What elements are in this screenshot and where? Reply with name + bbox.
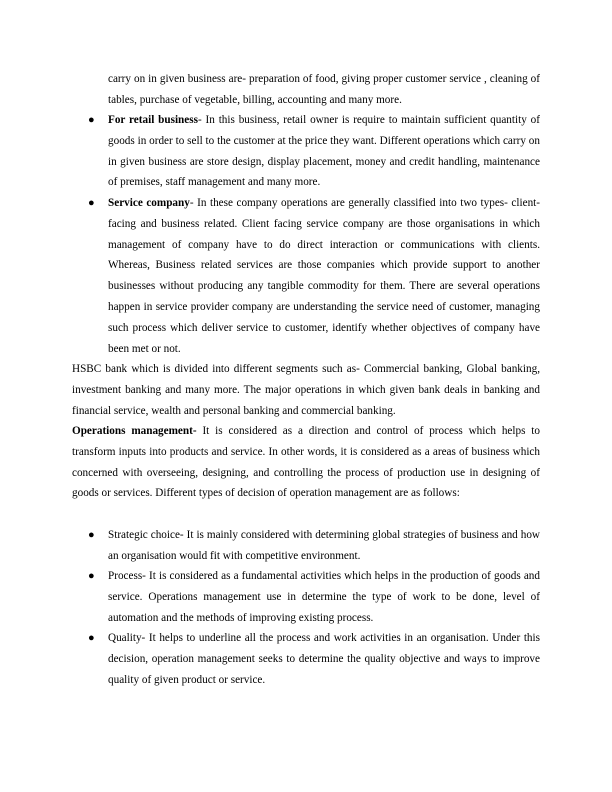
service-company-heading: Service company: [108, 197, 190, 209]
decision-process: Process- It is considered as a fundamental activities which helps in the production of goods and service. Operations management use in determine the type of work to be done, level of automation and the methods of improving existing process.: [108, 570, 540, 624]
retail-business-heading: For retail business: [108, 114, 198, 126]
bullet-icon: ●: [88, 197, 95, 209]
retail-business-text: - In this business, retail owner is require to maintain sufficient quantity of goods in order to sell to the customer at the price they want. Different operations which carry on in given business are store design, display placement, money and credit handling, maintenance of premises, staff management and many more.: [108, 114, 540, 189]
bullet-icon: ●: [88, 632, 95, 644]
service-company-item: [108, 193, 540, 359]
bullet-icon: ●: [88, 114, 95, 126]
decision-strategic-choice: Strategic choice- It is mainly considered with determining global strategies of business and how an organisation would fit with competitive environment.: [108, 529, 540, 562]
intro-continuation: carry on in given business are- preparation of food, giving proper customer service , cleaning of tables, purchase of vegetable, billing, accounting and many more.: [108, 73, 540, 106]
operations-management-paragraph: [72, 421, 540, 504]
operations-management-text: It is considered as a direction and control of process which helps to transform inputs into products and service. In other words, it is considered as a areas of business which concerned with overseeing, designing, and controlling the process of production use in designing of goods or services. Different types of decision of operation management are as follows:: [72, 425, 540, 500]
decision-quality: Quality- It helps to underline all the process and work activities in an organisation. Under this decision, operation management seeks to determine the quality objective and ways to improve quality of given product or service.: [108, 632, 540, 686]
bullet-icon: ●: [88, 529, 95, 541]
bullet-icon: ●: [88, 570, 95, 582]
retail-business-item: [108, 110, 540, 193]
operations-management-heading: Operations management-: [72, 425, 197, 437]
service-company-text: - In these company operations are generally classified into two types- client-facing and business related. Client facing service company are those organisations in which management of company have to do direct interaction or communications with clients. Whereas, Business related services are those companies which provide support to another businesses without producing any tangible commodity for them. There are several operations happen in service provider company are understanding the service need of customer, managing such process which deliver service to customer, identify whether objectives of company have been met or not.: [108, 197, 540, 355]
hsbc-paragraph: HSBC bank which is divided into different segments such as- Commercial banking, Global banking, investment banking and many more. The major operations in which given bank deals in banking and financial service, wealth and personal banking and commercial banking.: [72, 363, 540, 417]
